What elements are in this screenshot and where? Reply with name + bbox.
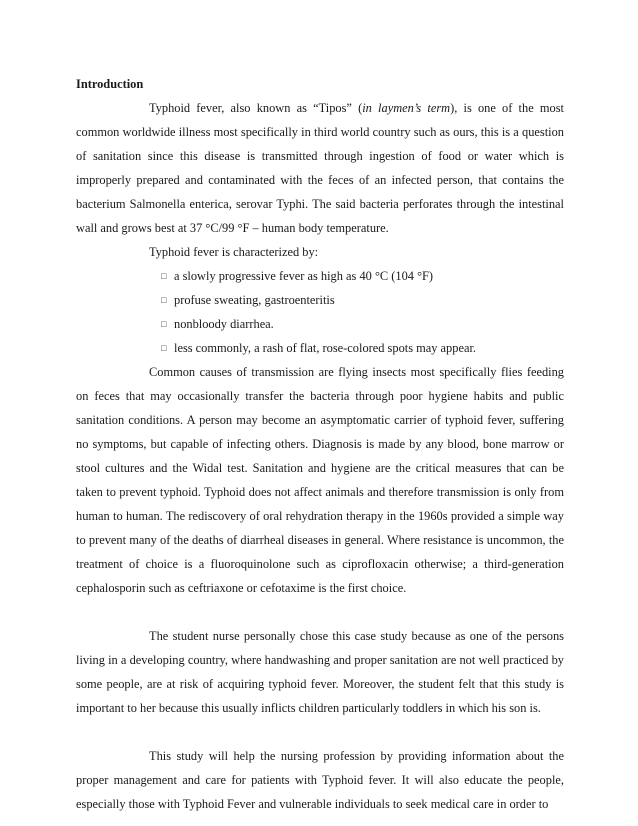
bullet-icon: □ (161, 319, 167, 329)
section-heading: Introduction (76, 77, 144, 91)
paragraph-overview-start: Typhoid fever, also known as “Tipos” ( (149, 101, 363, 115)
symptom-list (76, 264, 564, 360)
paragraph-spacer (76, 600, 564, 624)
list-item-text: profuse sweating, gastroenteritis (174, 293, 335, 307)
list-item (76, 336, 564, 360)
paragraph-rationale: The student nurse personally chose this case study because as one of the persons living in a developing country, where handwashing and proper sanitation are not well practiced by some people, are at risk of acquiring typhoid fever. Moreover, the student felt that this study is important to her because this usually inflicts children particularly toddlers in which his son is. (76, 629, 564, 715)
paragraph-overview (76, 96, 564, 240)
list-item-text: a slowly progressive fever as high as 40 °C (104 °F) (174, 269, 434, 283)
paragraph-transmission: Common causes of transmission are flying insects most specifically flies feeding on feces that may occasionally transfer the bacteria through poor hygiene habits and public sanitation conditions. A person may become an asymptomatic carrier of typhoid fever, suffering no symptoms, but capable of infecting others. Diagnosis is made by any blood, bone marrow or stool cultures and the Widal test. Sanitation and hygiene are the critical measures that can be taken to prevent typhoid. Typhoid does not affect animals and therefore transmission is only from human to human. The rediscovery of oral rehydration therapy in the 1960s provided a simple way to prevent many of the deaths of diarrheal diseases in general. Where resistance is uncommon, the treatment of choice is a fluoroquinolone such as ciprofloxacin otherwise; a third-generation cephalosporin such as ceftriaxone or cefotaxime is the first choice. (76, 365, 564, 595)
list-item (76, 288, 564, 312)
list-item (76, 264, 564, 288)
list-intro: Typhoid fever is characterized by: (149, 245, 319, 259)
document-body (76, 72, 564, 816)
bullet-icon: □ (161, 271, 167, 281)
bullet-icon: □ (161, 343, 167, 353)
list-item-text: less commonly, a rash of flat, rose-colored spots may appear. (174, 341, 476, 355)
paragraph-overview-rest: ), is one of the most common worldwide illness most specifically in third world country such as ours, this is a question of sanitation since this disease is transmitted through ingestion of food or water which is improperly prepared and contaminated with the feces of an infected person, that contains the bacterium Salmonella enterica, serovar Typhi. The said bacteria perforates through the intestinal wall and grows best at 37 °C/99 °F – human body temperature. (76, 101, 564, 235)
bullet-icon: □ (161, 295, 167, 305)
paragraph-overview-italic: in laymen’s term (362, 101, 451, 115)
list-item-text: nonbloody diarrhea. (174, 317, 274, 331)
list-item (76, 312, 564, 336)
paragraph-spacer (76, 720, 564, 744)
paragraph-significance: This study will help the nursing profession by providing information about the proper management and care for patients with Typhoid fever. It will also educate the people, especially those with Typhoid Fever and vulnerable individuals to seek medical care in order to (76, 749, 564, 811)
